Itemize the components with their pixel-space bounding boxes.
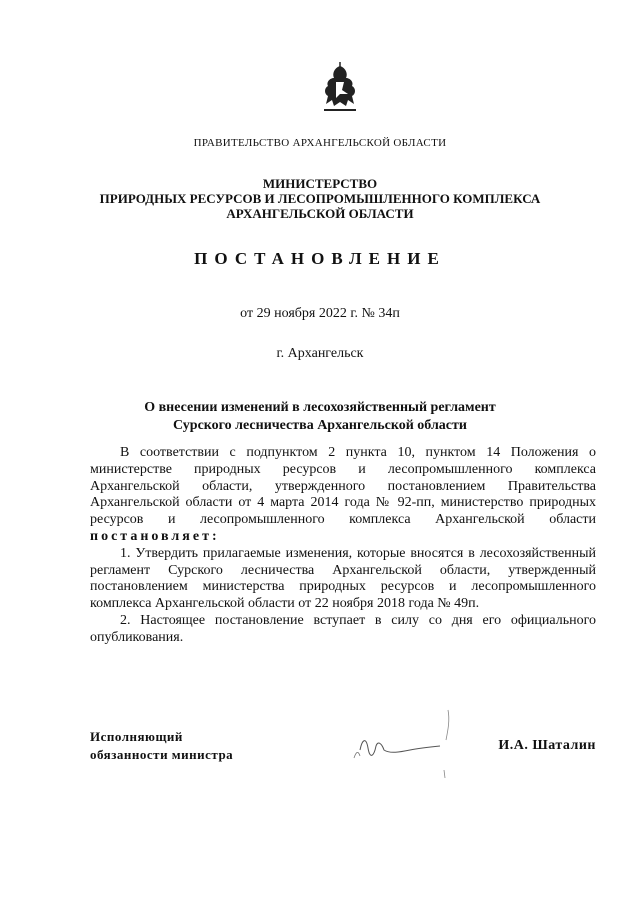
- signatory-name: И.А. Шаталин: [498, 738, 596, 753]
- coat-of-arms-emblem-icon: [314, 60, 366, 116]
- document-subject: [40, 399, 600, 435]
- ministry-line: АРХАНГЕЛЬСКОЙ ОБЛАСТИ: [226, 206, 414, 221]
- subject-line: Сурского лесничества Архангельской области: [173, 418, 467, 433]
- resolves-word: постановляет:: [90, 528, 220, 544]
- ministry-name: [40, 176, 600, 221]
- ministry-line: ПРИРОДНЫХ РЕСУРСОВ И ЛЕСОПРОМЫШЛЕННОГО КОМПЛЕКСА: [99, 191, 541, 206]
- date-and-number: от 29 ноября 2022 г. № 34п: [240, 306, 400, 321]
- handwritten-signature-icon: [340, 700, 460, 780]
- document-body: [90, 445, 596, 647]
- preamble-paragraph: [90, 445, 596, 546]
- signatory-title-line: Исполняющий: [90, 729, 183, 744]
- item-2-paragraph: 2. Настоящее постановление вступает в силу со дня его официального опубликования.: [90, 612, 596, 645]
- signatory-title-line: обязанности министра: [90, 747, 234, 762]
- preamble-text: В соответствии с подпунктом 2 пункта 10, пунктом 14 Положения о министерстве природных ресурсов и лесопромышленного комплекса Архангельской области, утвержденного постановлением Правительства Архангельской области от 4 марта 2014 года № 92-пп, министерство природных ресурсов и лесопромышленного комплекса Архангельской области: [90, 445, 596, 528]
- document-type: ПОСТАНОВЛЕНИЕ: [194, 249, 446, 268]
- item-1-paragraph: 1. Утвердить прилагаемые изменения, которые вносятся в лесохозяйственный регламент Сурского лесничества Архангельской области, утвержденный постановлением министерства природных ресурсов и лесопромышленного комплекса Архангельской области от 22 ноября 2018 года № 49п.: [90, 545, 596, 612]
- ministry-line: МИНИСТЕРСТВО: [262, 176, 378, 191]
- signatory-title: [90, 728, 233, 764]
- government-name: ПРАВИТЕЛЬСТВО АРХАНГЕЛЬСКОЙ ОБЛАСТИ: [193, 137, 447, 149]
- subject-line: О внесении изменений в лесохозяйственный регламент: [144, 400, 496, 415]
- city: г. Архангельск: [276, 346, 364, 361]
